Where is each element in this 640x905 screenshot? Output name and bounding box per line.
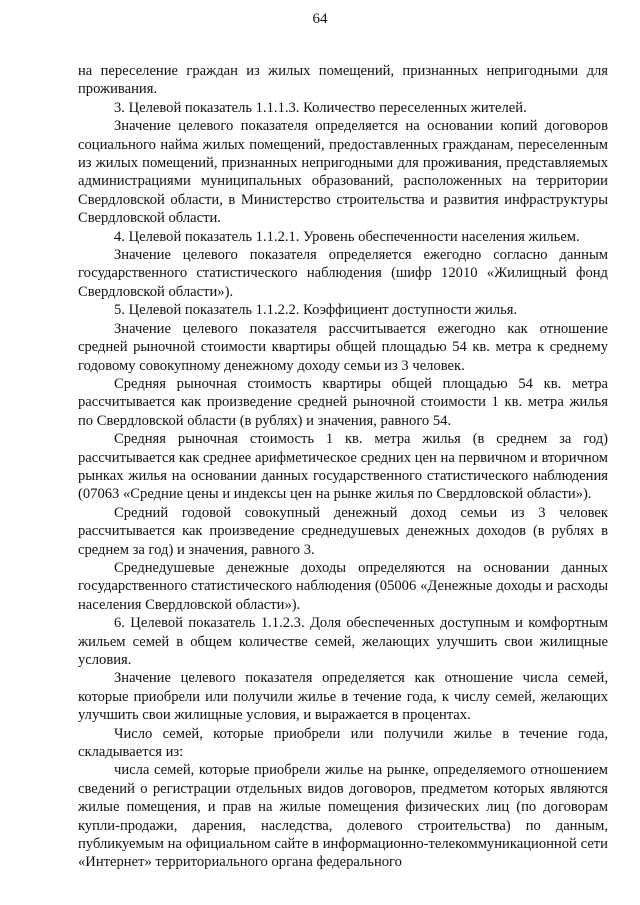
indicator-1-1-1-3-heading: 3. Целевой показатель 1.1.1.3. Количество переселенных жителей.: [114, 99, 527, 116]
paragraph: числа семей, которые приобрели жилье на рынке, определяемого отношением сведений о регистрации отдельных видов договоров, предметом которых являются жилые помещения, и прав на жилые помещения физических лиц (по договорам купли-продажи, дарения, наследства, долевого строительства) по данным, публикуемым на официальном сайте в информационно-телекоммуникационной сети «Интернет» территориального органа федерального: [78, 762, 608, 871]
paragraph: Значение целевого показателя определяется ежегодно согласно данным государственного статистического наблюдения (шифр 12010 «Жилищный фонд Свердловской области»).: [78, 247, 608, 300]
paragraph: Средний годовой совокупный денежный доход семьи из 3 человек рассчитывается как произведение среднедушевых денежных доходов (в рублях в среднем за год) и значения, равного 3.: [78, 504, 608, 558]
indicator-1-1-2-1-heading: 4. Целевой показатель 1.1.2.1. Уровень обеспеченности населения жильем.: [114, 228, 580, 245]
page-number: 64: [312, 11, 328, 27]
paragraph-continuation: на переселение граждан из жилых помещений, признанных непригодными для проживания.: [78, 63, 608, 98]
indicator-1-1-2-2-heading: 5. Целевой показатель 1.1.2.2. Коэффициент доступности жилья.: [114, 302, 518, 319]
paragraph: Значение целевого показателя определяется как отношение числа семей, которые приобрели или получили жилье в течение года, к числу семей, желающих улучшить свои жилищные условия, и выражается в процентах.: [78, 670, 608, 724]
paragraph: Значение целевого показателя определяется на основании копий договоров социального найма жилых помещений, предоставленных гражданам, переселенным из жилых помещений, признанных непригодными для проживания, представляемых администрациями муниципальных образований, расположенных на территории Свердловской области, в Министерство строительства и развития инфраструктуры Свердловской области.: [78, 118, 608, 227]
paragraph: Среднедушевые денежные доходы определяются на основании данных государственного статистического наблюдения (05006 «Денежные доходы и расходы населения Свердловской области»).: [78, 559, 608, 613]
paragraph: Средняя рыночная стоимость 1 кв. метра жилья (в среднем за год) рассчитывается как среднее арифметическое средних цен на первичном и вторичном рынках жилья на основании данных государственного статистического наблюдения (07063 «Средние цены и индексы цен на рынке жилья по Свердловской области»).: [78, 431, 608, 503]
paragraph: Средняя рыночная стоимость квартиры общей площадью 54 кв. метра рассчитывается как произведение средней рыночной стоимости 1 кв. метра жилья по Свердловской области (в рублях) и значения, равного 54.: [78, 375, 608, 429]
paragraph: Значение целевого показателя рассчитывается ежегодно как отношение средней рыночной стоимости квартиры общей площадью 54 кв. метра к среднему годовому совокупному денежному доходу семьи из 3 человек.: [78, 320, 608, 374]
document-body: [78, 62, 608, 872]
indicator-1-1-2-3-heading: 6. Целевой показатель 1.1.2.3. Доля обеспеченных доступным и комфортным жильем семей в общем количестве семей, желающих улучшить свои жилищные условия.: [78, 615, 608, 668]
paragraph: Число семей, которые приобрели или получили жилье в течение года, складывается из:: [78, 725, 608, 761]
